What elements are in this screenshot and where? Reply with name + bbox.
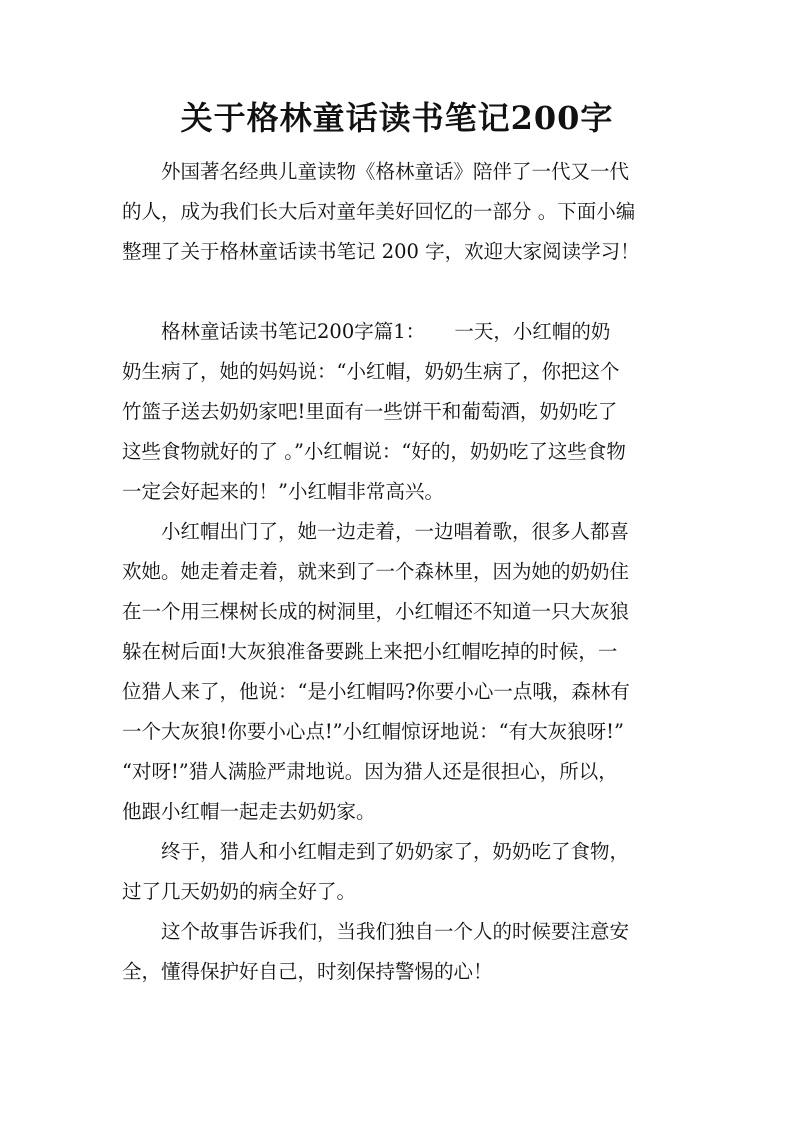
text-line: 竹篮子送去奶奶家吧!里面有一些饼干和葡萄酒，奶奶吃了 xyxy=(122,400,618,423)
text-line: 终于，猎人和小红帽走到了奶奶家了，奶奶吃了食物， xyxy=(122,840,630,863)
text-line: 全，懂得保护好自己，时刻保持警惕的心！ xyxy=(122,960,493,983)
text-line: 一定会好起来的！”小红帽非常高兴。 xyxy=(122,480,444,503)
text-line: 在一个用三棵树长成的树洞里，小红帽还不知道一只大灰狼 xyxy=(122,600,630,623)
text-line: 他跟小红帽一起走去奶奶家。 xyxy=(122,800,376,823)
text-line: 格林童话读书笔记200字篇1： 一天，小红帽的奶 xyxy=(122,320,611,343)
text-line: 欢她。她走着走着，就来到了一个森林里，因为她的奶奶住 xyxy=(122,560,630,583)
document-body xyxy=(122,152,682,992)
text-line: 躲在树后面!大灰狼准备要跳上来把小红帽吃掉的时候，一 xyxy=(122,640,618,663)
text-line: 位猎人来了，他说：“是小红帽吗?你要小心一点哦，森林有 xyxy=(122,680,630,703)
text-line: “对呀!”猎人满脸严肃地说。因为猎人还是很担心，所以， xyxy=(122,760,618,783)
text-line: 奶生病了，她的妈妈说：“小红帽，奶奶生病了，你把这个 xyxy=(122,360,620,383)
text-line: 小红帽出门了，她一边走着，一边唱着歌，很多人都喜 xyxy=(122,520,630,543)
text-line: 一个大灰狼!你要小心点!”小红帽惊讶地说：“有大灰狼呀!” xyxy=(122,720,624,743)
paragraph-gap xyxy=(122,272,682,312)
text-line: 外国著名经典儿童读物《格林童话》陪伴了一代又一代 xyxy=(122,160,630,183)
text-line: 这些食物就好的了 。”小红帽说：“好的，奶奶吃了这些食物 xyxy=(122,440,626,463)
text-line: 过了几天奶奶的病全好了。 xyxy=(122,880,357,903)
text-line: 整理了关于格林童话读书笔记 200 字，欢迎大家阅读学习！ xyxy=(122,240,640,263)
text-line: 这个故事告诉我们，当我们独自一个人的时候要注意安 xyxy=(122,920,630,943)
document-title: 关于格林童话读书笔记200字 xyxy=(180,99,614,137)
text-line: 的人，成为我们长大后对童年美好回忆的一部分 。下面小编 xyxy=(122,200,636,223)
